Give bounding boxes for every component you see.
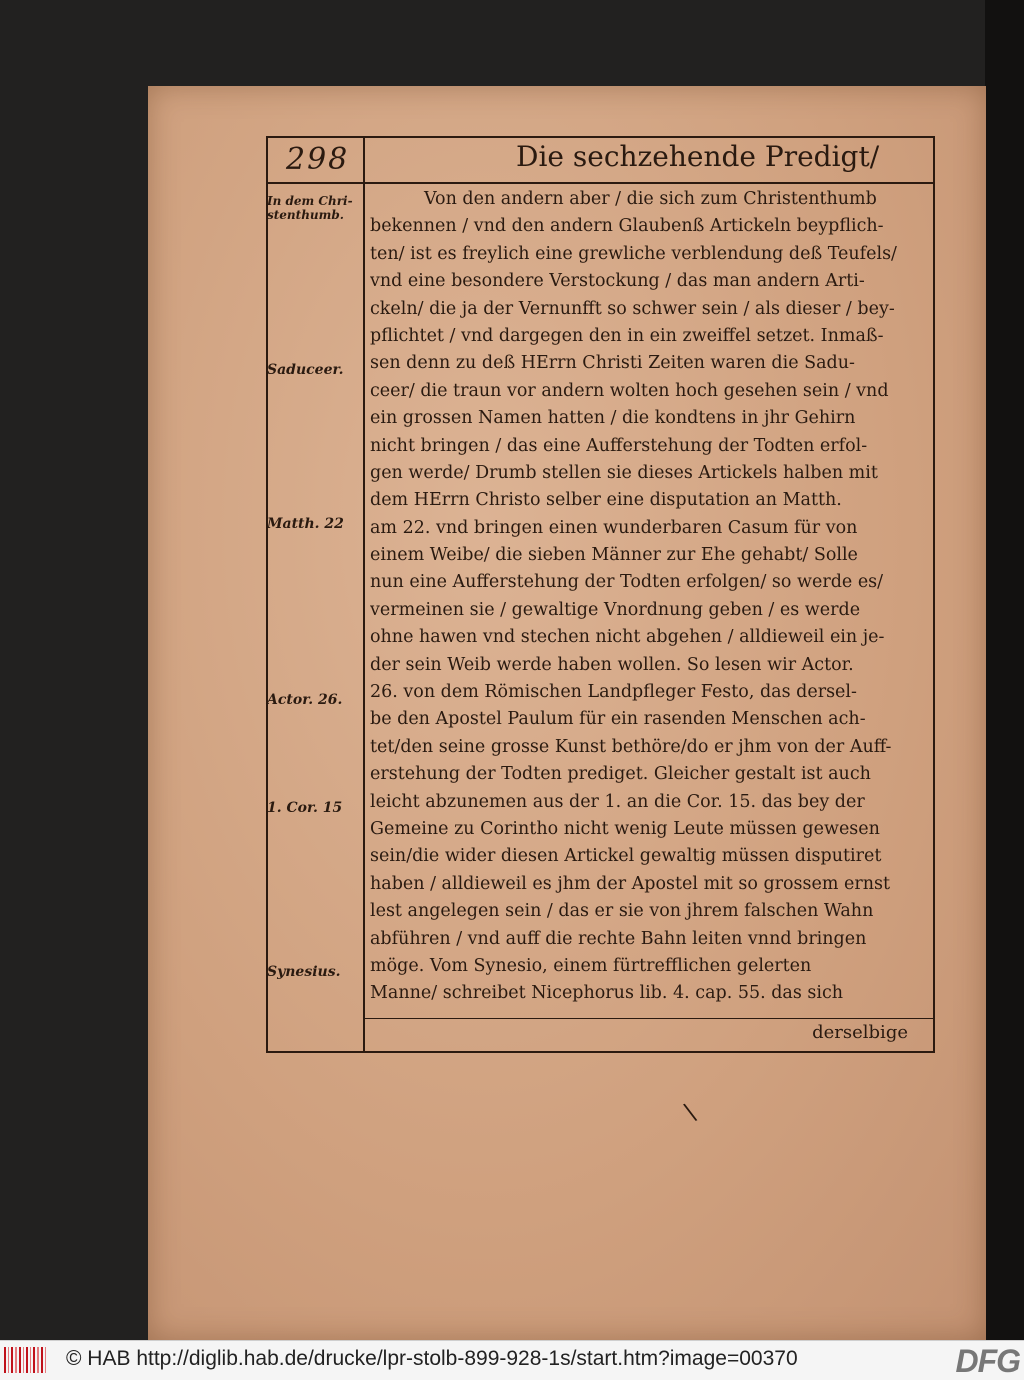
text-line: nicht bringen / das eine Aufferstehung der Todten erfol-: [370, 435, 868, 456]
text-line: 26. von dem Römischen Landpfleger Festo, das dersel-: [370, 682, 857, 703]
margin-rule: [363, 138, 365, 1051]
ink-mark: \: [681, 1097, 699, 1127]
text-line: dem HErrn Christo selber eine disputation an Matth.: [370, 490, 842, 511]
margin-note-christenthumb: In dem Chri- stenthumb.: [267, 194, 353, 222]
margin-note-synesius: Synesius.: [267, 964, 341, 980]
margin-note-matthaeus: Matth. 22: [267, 516, 344, 532]
catchword: derselbige: [812, 1022, 908, 1043]
text-line: erstehung der Todten prediget. Gleicher gestalt ist auch: [370, 764, 871, 785]
footer-link[interactable]: © HAB http://diglib.hab.de/drucke/lpr-stolb-899-928-1s/start.htm?image=00370: [66, 1347, 798, 1370]
text-line: pflichtet / vnd dargegen den in ein zweiffel setzet. Inmaß-: [370, 325, 884, 346]
running-head: Die sechzehende Predigt/: [516, 140, 880, 173]
text-line: haben / alldieweil es jhm der Apostel mit so grossem ernst: [370, 873, 891, 894]
text-line: ceer/ die traun vor andern wolten hoch gesehen sein / vnd: [370, 380, 889, 401]
text-line: Von den andern aber / die sich zum Christenthumb: [424, 189, 877, 209]
text-bottom-rule: [363, 1018, 933, 1019]
text-line: möge. Vom Synesio, einem fürtrefflichen gelerten: [370, 955, 812, 976]
text-line: am 22. vnd bringen einen wunderbaren Casum für von: [370, 517, 858, 538]
text-line: Manne/ schreibet Nicephorus lib. 4. cap. 55. das sich: [370, 983, 844, 1004]
text-line: bekennen / vnd den andern Glaubenß Artickeln beypflich-: [370, 216, 884, 237]
text-line: tet/den seine grosse Kunst bethöre/do er jhm von der Auff-: [370, 736, 892, 757]
scan-edge-strip: [985, 0, 1024, 1340]
dfg-logo: DFG: [955, 1343, 1020, 1379]
text-line: ten/ ist es freylich eine grewliche verblendung deß Teufels/: [370, 243, 897, 264]
text-line: vnd eine besondere Verstockung / das man andern Arti-: [370, 271, 865, 292]
text-line: sen denn zu deß HErrn Christi Zeiten waren die Sadu-: [370, 353, 855, 374]
scanned-page: [148, 86, 986, 1340]
text-line: abführen / vnd auff die rechte Bahn leiten vnnd bringen: [370, 928, 867, 949]
text-line: der sein Weib werde haben wollen. So lesen wir Actor.: [370, 654, 854, 675]
text-line: sein/die wider diesen Artickel gewaltig müssen disputiret: [370, 846, 882, 867]
text-line: ohne hawen vnd stechen nicht abgehen / alldieweil ein je-: [370, 627, 885, 648]
header-rule: [268, 182, 933, 184]
footer-url-text[interactable]: [66, 1347, 946, 1371]
text-line: ein grossen Namen hatten / die kondtens in jhr Gehirn: [370, 408, 856, 429]
text-line: vermeinen sie / gewaltige Vnordnung geben / es werde: [370, 599, 861, 620]
text-line: Gemeine zu Corintho nicht wenig Leute müssen gewesen: [370, 818, 880, 839]
text-line: ckeln/ die ja der Vernunfft so schwer sein / als dieser / bey-: [370, 298, 895, 319]
footer-bar: [0, 1340, 1024, 1380]
text-line: einem Weibe/ die sieben Männer zur Ehe gehabt/ Solle: [370, 545, 858, 566]
text-line: leicht abzunemen aus der 1. an die Cor. 15. das bey der: [370, 791, 865, 812]
text-line: gen werde/ Drumb stellen sie dieses Artickels halben mit: [370, 462, 878, 483]
text-line: be den Apostel Paulum für ein rasenden Menschen ach-: [370, 709, 866, 730]
margin-note-saduceer: Saduceer.: [267, 362, 344, 378]
body-text: [370, 186, 910, 1008]
margin-note-actor: Actor. 26.: [267, 692, 343, 708]
hab-logo-icon: [4, 1347, 46, 1373]
page-number: 298: [286, 142, 350, 177]
text-line: nun eine Aufferstehung der Todten erfolgen/ so werde es/: [370, 572, 884, 593]
text-line: lest angelegen sein / das er sie von jhrem falschen Wahn: [370, 901, 874, 922]
margin-note-corinther: 1. Cor. 15: [267, 800, 343, 816]
